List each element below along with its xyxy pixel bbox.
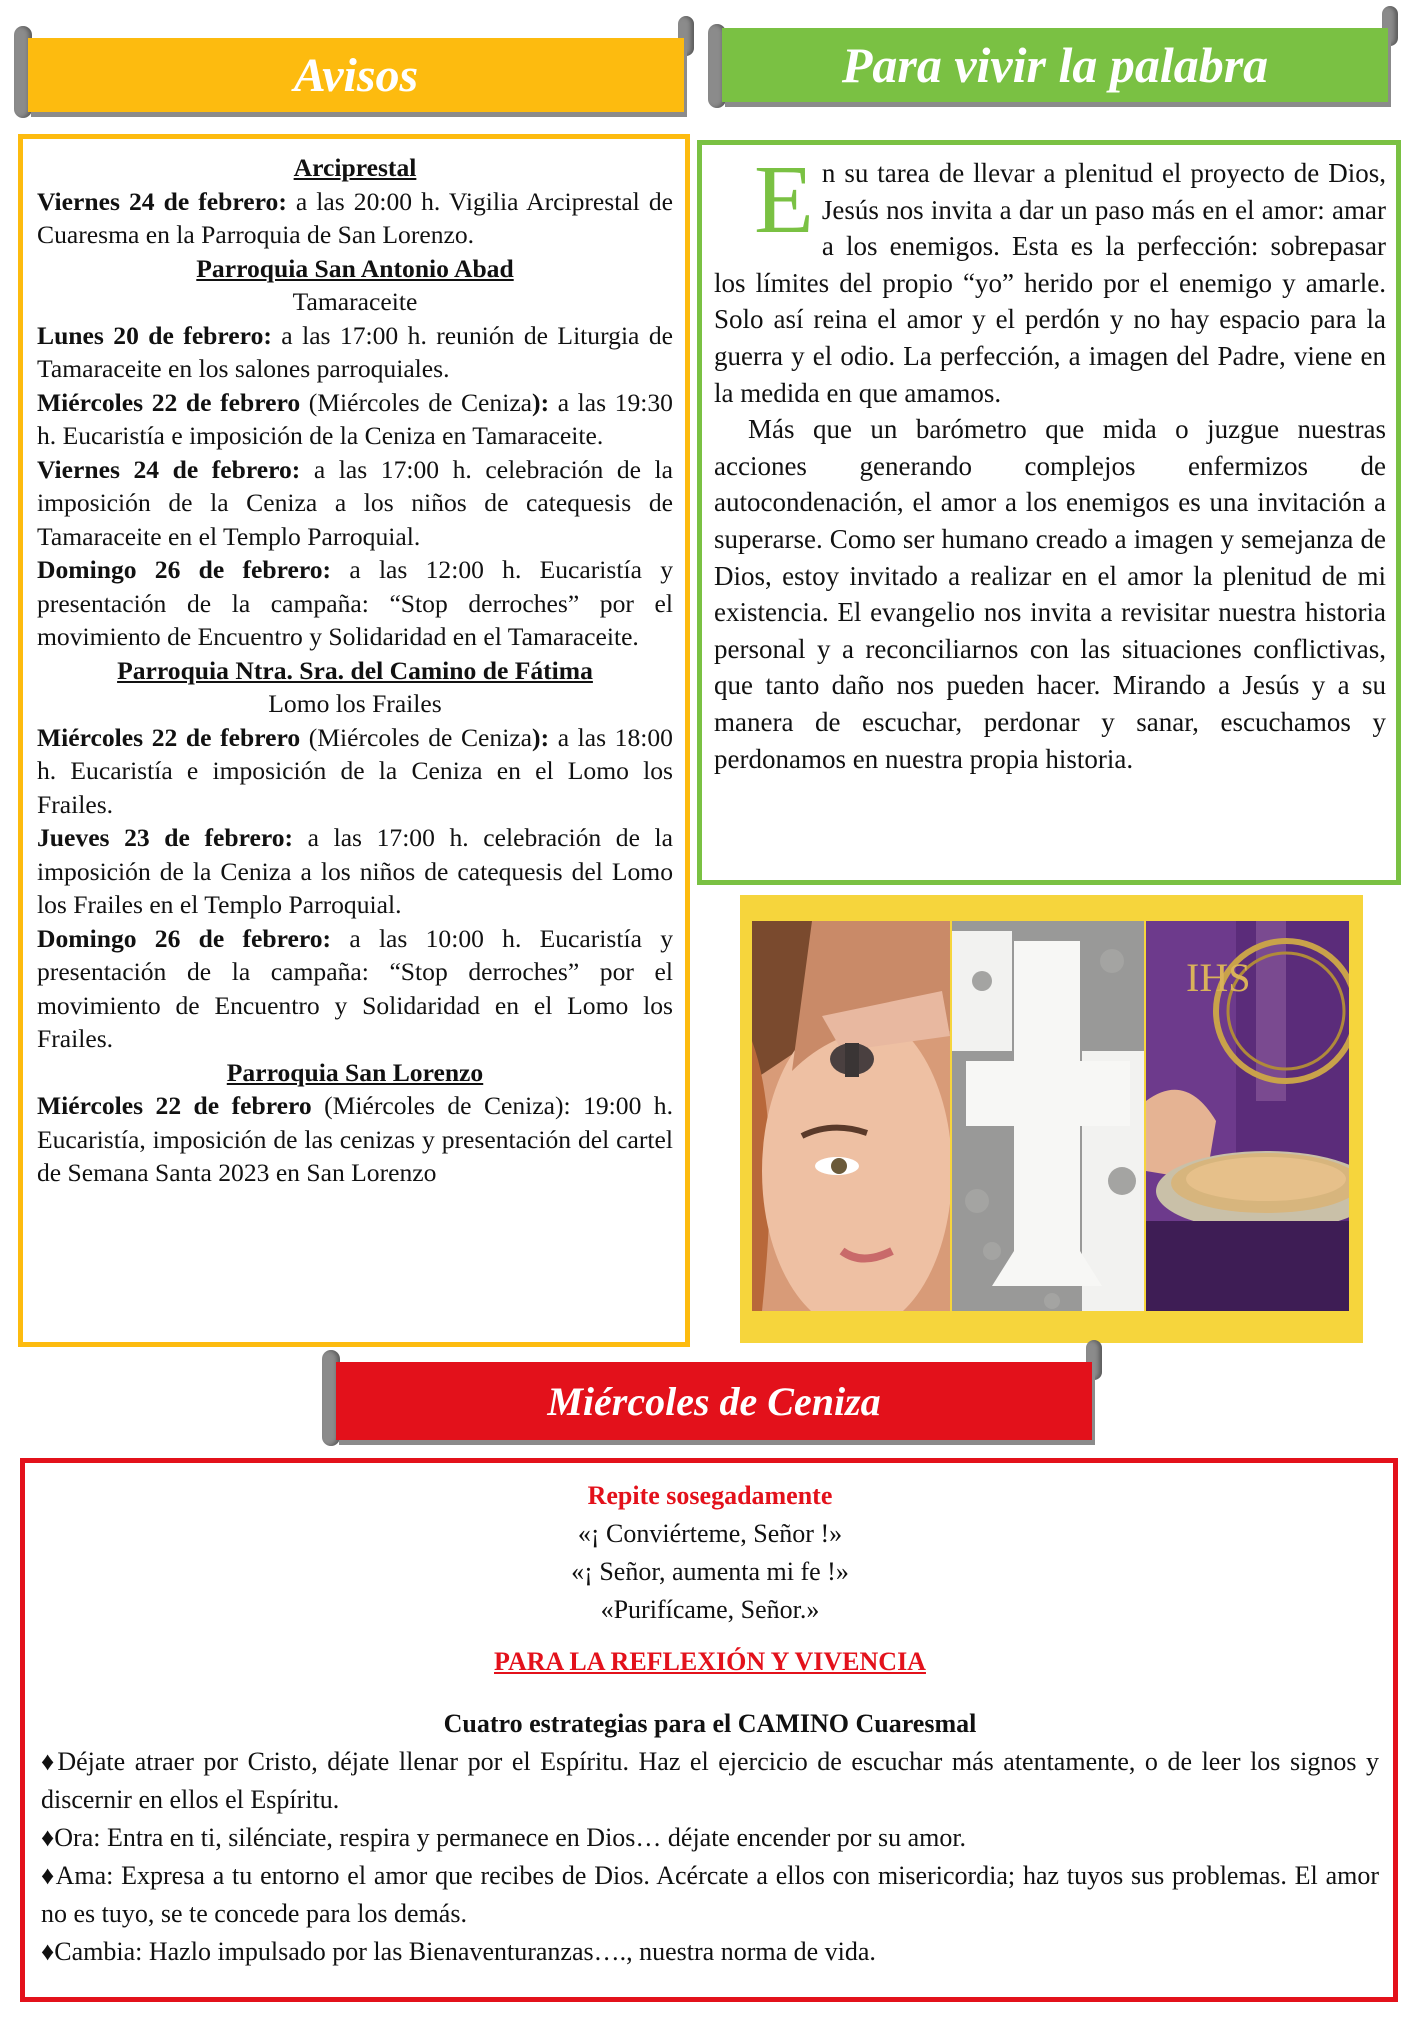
reflexion-heading: PARA LA REFLEXIÓN Y VIVENCIA bbox=[494, 1647, 926, 1676]
jaculatoria: «¡ Conviérteme, Señor !» bbox=[577, 1519, 843, 1548]
avisos-box bbox=[18, 134, 690, 1347]
photo-panel-bowl bbox=[1146, 921, 1349, 1311]
avisos-content bbox=[23, 139, 685, 1190]
event-colon: ): bbox=[532, 387, 550, 417]
event-date: Lunes 20 de febrero: bbox=[37, 320, 272, 350]
repite-heading: Repite sosegadamente bbox=[587, 1481, 833, 1510]
event-date: Miércoles 22 de febrero bbox=[37, 722, 301, 752]
forehead-image bbox=[752, 921, 950, 1311]
ceniza-box bbox=[20, 1458, 1398, 2002]
ihs-emblem: IHS bbox=[1186, 955, 1251, 1000]
event-text: a las 20:00 h. Vigilia Arciprestal de Cuaresma en la Parroquia de San Lorenzo. bbox=[37, 186, 673, 249]
strategy-item: ♦Cambia: Hazlo impulsado por las Bienaventuranzas…., nuestra norma de vida. bbox=[41, 1937, 876, 1966]
jaculatoria: «Purifícame, Señor.» bbox=[600, 1595, 820, 1624]
strategy-item: ♦Ora: Entra en ti, silénciate, respira y permanece en Dios… déjate encender por su amor. bbox=[41, 1823, 967, 1852]
photo-panel-forehead bbox=[752, 921, 950, 1311]
estrategias-heading: Cuatro estrategias para el CAMINO Cuaresmal bbox=[443, 1709, 977, 1738]
event-date: Domingo 26 de febrero: bbox=[37, 923, 332, 953]
palabra-content bbox=[702, 145, 1396, 777]
event-text: a las 10:00 h. Eucaristía y presentación de la campaña: “Stop derroches” por el movimiento de Encuentro y Solidaridad en el Lomo los Frailes. bbox=[37, 923, 673, 1053]
event-text: a las 17:00 h. celebración de la imposición de la Ceniza a los niños de catequesis de Tamaraceite en el Templo Parroquial. bbox=[37, 454, 674, 551]
section-heading: Parroquia San Lorenzo bbox=[226, 1057, 484, 1087]
section-heading: Arciprestal bbox=[293, 153, 417, 182]
photo-panel-ash-cross bbox=[952, 921, 1144, 1311]
avisos-title: Avisos bbox=[28, 38, 684, 112]
event-text: (Miércoles de Ceniza): 19:00 h. Eucaristía, imposición de las cenizas y presentación del cartel de Semana Santa 2023 en San Lorenzo bbox=[37, 1091, 673, 1187]
event-note: (Miércoles de Ceniza bbox=[300, 722, 533, 752]
event-date: Viernes 24 de febrero: bbox=[37, 186, 287, 216]
event-text: a las 17:00 h. reunión de Liturgia de Tamaraceite en los salones parroquiales. bbox=[37, 320, 673, 383]
section-place: Tamaraceite bbox=[292, 287, 418, 316]
event-date: Viernes 24 de febrero: bbox=[37, 454, 301, 484]
drop-cap: E bbox=[754, 146, 814, 254]
ash-wednesday-photo bbox=[740, 895, 1363, 1343]
ceniza-title: Miércoles de Ceniza bbox=[336, 1362, 1092, 1440]
event-text: a las 19:30 h. Eucaristía e imposición de la Ceniza en Tamaraceite. bbox=[37, 387, 673, 450]
event-note: (Miércoles de Ceniza bbox=[300, 387, 533, 417]
palabra-title: Para vivir la palabra bbox=[722, 28, 1388, 102]
event-text: a las 17:00 h. celebración de la imposición de la Ceniza a los niños de catequesis del Lomo los Frailes en el Templo Parroquial. bbox=[37, 823, 673, 919]
ceniza-content bbox=[25, 1463, 1393, 1971]
ash-cross-image bbox=[952, 921, 1144, 1311]
palabra-paragraph-2: Más que un barómetro que mida o juzgue nuestras acciones generando complejos enfermizos de autocondenación, el amor a los enemigos es una invitación a superarse. Como ser humano creado a imagen y semejanza de Dios, estoy invitado a realizar en el amor la plenitud de mi existencia. El evangelio nos invita a revisitar nuestra historia personal y a reconciliarnos con las situaciones conflictivas, que tanto daño nos pueden hacer. Mirando a Jesús y a su manera de escuchar, perdonar y sanar, escuchamos y perdonamos en nuestra propia historia. bbox=[714, 414, 1386, 774]
palabra-paragraph-1: n su tarea de llevar a plenitud el proyecto de Dios, Jesús nos invita a dar un paso más en el amor: amar a los enemigos. Esta es la perfección: sobrepasar los límites del propio “yo” herido por el enemigo y amarle. Solo así reina el amor y el perdón y no hay espacio para la guerra y el odio. La perfección, a imagen del Padre, viene en la medida en que amamos. bbox=[714, 158, 1386, 408]
event-text: a las 12:00 h. Eucaristía y presentación de la campaña: “Stop derroches” por el movimiento de Encuentro y Solidaridad en el Tamaraceite. bbox=[37, 555, 673, 651]
strategy-item: ♦Ama: Expresa a tu entorno el amor que recibes de Dios. Acércate a ellos con misericordia; haz tuyos sus problemas. El amor no es tuyo, se te concede para los demás. bbox=[41, 1861, 1379, 1928]
section-heading: Parroquia San Antonio Abad bbox=[196, 253, 514, 283]
palabra-box bbox=[697, 140, 1401, 885]
event-text: a las 18:00 h. Eucaristía e imposición de la Ceniza en el Lomo los Frailes. bbox=[37, 722, 673, 819]
avisos-banner bbox=[14, 26, 694, 118]
event-date: Miércoles 22 de febrero bbox=[37, 1091, 312, 1120]
ash-bowl-image bbox=[1146, 921, 1349, 1311]
event-date: Domingo 26 de febrero: bbox=[37, 555, 332, 584]
strategy-item: ♦Déjate atraer por Cristo, déjate llenar por el Espíritu. Haz el ejercicio de escuchar más atentamente, o de leer los signos y discernir en ellos el Espíritu. bbox=[41, 1747, 1379, 1814]
event-date: Miércoles 22 de febrero bbox=[37, 387, 301, 417]
section-place: Lomo los Frailes bbox=[268, 689, 442, 718]
event-date: Jueves 23 de febrero: bbox=[37, 823, 294, 852]
jaculatoria: «¡ Señor, aumenta mi fe !» bbox=[571, 1557, 849, 1586]
ceniza-banner bbox=[322, 1350, 1102, 1446]
palabra-banner bbox=[708, 16, 1398, 108]
event-colon: ): bbox=[532, 722, 550, 752]
section-heading: Parroquia Ntra. Sra. del Camino de Fátima bbox=[117, 655, 593, 685]
